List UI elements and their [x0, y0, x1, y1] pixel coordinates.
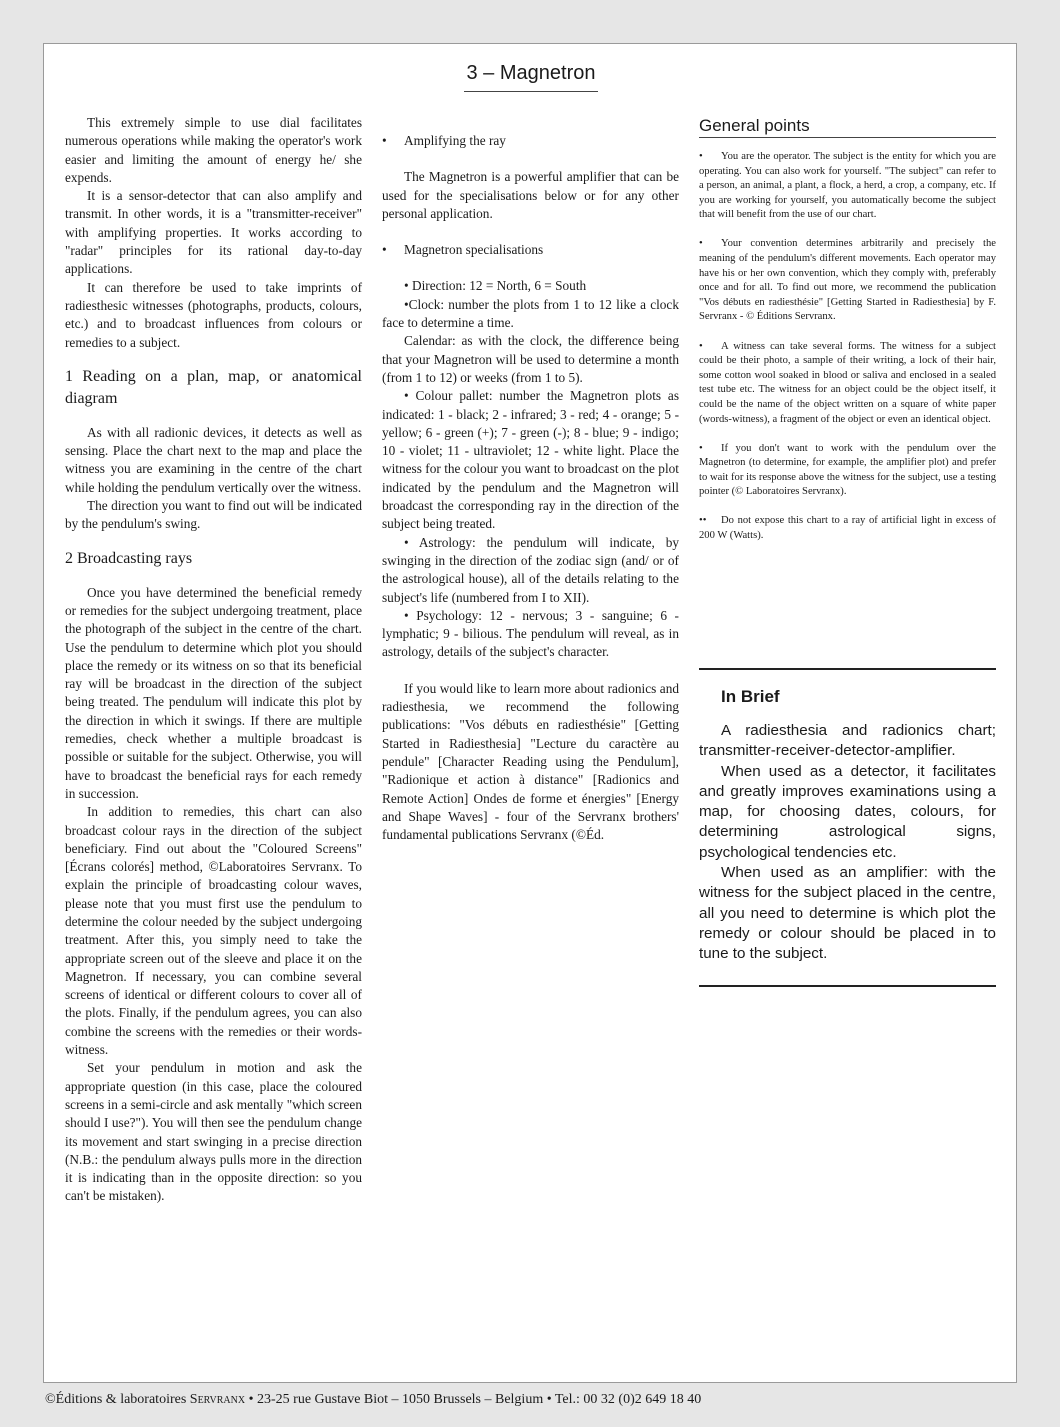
- list-item-text: Do not expose this chart to a ray of artificial light in excess of 200 W (Watts).: [699, 515, 996, 542]
- in-brief-paragraph: A radiesthesia and radionics chart; transmitter-receiver-detector-amplifier.: [699, 722, 996, 760]
- list-item-text: Your convention determines arbitrarily and precisely the meaning of the pendulum's different movements. Each operator may have his or her own convention, which they comply with, preferably once and for all. To find out more, we recommend the publication "Vos débuts en radiesthésie" [Getting Started in Radiesthesia] by F. Servranx - © Éditions Servranx.: [699, 238, 996, 323]
- bullet-icon: •: [699, 238, 703, 250]
- list-item-text: A witness can take several forms. The witness for a subject could be their photo, a sample of their writing, a lock of their hair, some cotton wool soaked in blood or saliva and enclosed in a sealed test tube etc. The witness for an object could be the object itself, it could be the name of the object written on a square of white paper (words-witness), a fragment of the object or even an identical object.: [699, 340, 996, 425]
- section-heading-broadcasting: 2 Broadcasting rays: [65, 549, 193, 567]
- page-title: 3 – Magnetron: [464, 62, 598, 92]
- list-item-text: If you don't want to work with the pendulum over the Magnetron (to determine, for example, the amplifier plot) and prefer to wait for its response above the witness for the subject, use a testing pointer (© Laboratoires Servranx).: [699, 442, 996, 498]
- amplifier-paragraph: The Magnetron is a powerful amplifier that can be used for the specialisations below or for any other personal application.: [382, 169, 679, 221]
- in-brief-paragraph: When used as a detector, it facilitates and greatly improves examinations using a map, for choosing dates, colours, for determining astrological signs, psychological tendencies etc.: [699, 762, 996, 861]
- specialisation-psychology: • Psychology: 12 - nervous; 3 - sanguine; 6 - lymphatic; 9 - bilious. The pendulum will reveal, as in astrology, details of the subject's character.: [382, 607, 679, 660]
- intro-paragraph: It is a sensor-detector that can also amplify and transmit. In other words, it is a "transmitter-receiver" with amplifying properties. It works according to "radar" principles for its rational day-to-day applications.: [65, 188, 362, 277]
- in-brief-paragraph: When used as an amplifier: with the witness for the subject placed in the centre, all you need to determine is which plot the remedy or colour should be placed in to tune to the subject.: [699, 864, 996, 963]
- bullet-text: Amplifying the ray: [404, 133, 506, 148]
- bullet-icon: •: [699, 340, 703, 352]
- list-item: [699, 514, 996, 543]
- bullet-icon: •: [699, 151, 703, 162]
- list-item: [699, 237, 996, 325]
- specialisation-calendar: Calendar: as with the clock, the difference being that your Magnetron will be used to determine a month (from 1 to 12) or weeks (from 1 to 5).: [382, 333, 679, 385]
- learn-more-paragraph: If you would like to learn more about radionics and radiesthesia, we recommend the following publications: "Vos débuts en radiesthésie" [Getting Started in Radiesthesia] "Lecture du caractère au pendule" [Character Reading using the Pendulum], "Radionique et action à distance" [Radionics and Remote Action] Ondes de forme et énergies" [Energy and Shape Waves] - four of the Servranx brothers' fundamental publications Servranx (©Éd.: [382, 680, 679, 843]
- footer-copyright: ©Éditions & laboratoires: [45, 1392, 187, 1407]
- list-item: [699, 442, 996, 500]
- list-item: [699, 150, 996, 223]
- list-item: [699, 340, 996, 428]
- intro-paragraph: It can therefore be used to take imprints of radiesthesic witnesses (photographs, products, colours, etc.) and to broadcast influences from colours or remedies to a subject.: [65, 279, 362, 350]
- specialisation-direction: • Direction: 12 = North, 6 = South: [404, 278, 587, 294]
- section-heading-reading: 1 Reading on a plan, map, or anatomical diagram: [65, 367, 362, 407]
- in-brief-bottom-rule: [699, 985, 996, 987]
- section-paragraph: Set your pendulum in motion and ask the appropriate question (in this case, place the coloured screens in a semi-circle and ask mentally "which screen should I use?"). You will then see the pendulum change its movement and start swinging in a precise direction (N.B.: the pendulum always pulls more in the direction it is indicating than in the opposite direction: so you can't be mistaken).: [65, 1060, 362, 1204]
- section-paragraph: Once you have determined the beneficial remedy or remedies for the subject undergoing treatment, place the photograph of the subject in the centre of the chart. Use the pendulum to determine which plot you should place the remedy or its witness on so that its beneficial ray will be broadcast in the direction of the subject being treated. The pendulum will indicate this plot by the direction in which it swings. If there are multiple remedies, check whether a multiple broadcast is possible or suitable for the subject. Otherwise, you will have to broadcast the beneficial rays for each remedy in succession.: [65, 584, 362, 801]
- section-paragraph: As with all radionic devices, it detects as well as sensing. Place the chart next to the map and place the witness you are examining in the centre of the chart while holding the pendulum vertically over the witness.: [65, 424, 362, 495]
- in-brief-heading: In Brief: [721, 687, 780, 706]
- general-points-heading: General points: [699, 116, 996, 138]
- column-right: [699, 116, 996, 558]
- footer-address: • 23-25 rue Gustave Biot – 1050 Brussels – Belgium • Tel.: 00 32 (0)2 649 18 40: [248, 1392, 702, 1407]
- in-brief-box: [699, 668, 996, 987]
- footer-brand: Servranx: [189, 1392, 246, 1407]
- bullet-item: [382, 132, 679, 150]
- bullet-icon: •: [699, 442, 703, 454]
- specialisation-astrology: • Astrology: the pendulum will indicate, by swinging in the direction of the zodiac sign (and/ or of the astrological house), all of the details relating to the subject's life (numbered from I to XII).: [382, 534, 679, 605]
- list-item-text: You are the operator. The subject is the entity for which you are operating. You can also work for yourself. "The subject" can refer to a person, an animal, a plant, a flock, a herd, a crop, a company, etc. If you are working for yourself, you automatically become the subject that will benefit from the use of our chart.: [699, 151, 996, 221]
- section-paragraph: In addition to remedies, this chart can also broadcast colour rays in the direction of the subject beneficiary. Find out about the "Coloured Screens" [Écrans colorés] method, ©Laboratoires Servranx. To explain the principle of broadcasting colour waves, please note that you must first use the pendulum to determine the colour needed by the subject undergoing treatment. After this, you simply need to take the appropriate screen out of the sleeve and place it on the Magnetron. If necessary, you can combine several screens of identical or different colours to cover all of the plots. Finally, if the pendulum agrees, you can also combine the screens with the remedies or their words-witness.: [65, 804, 362, 1058]
- bullet-item: [382, 241, 679, 259]
- in-brief-text: [699, 721, 996, 965]
- intro-paragraph: This extremely simple to use dial facilitates numerous operations while making the operator's work easier and limiting the amount of energy he/ she expends.: [65, 115, 362, 185]
- bullet-icon: •: [382, 242, 387, 258]
- page-footer: [45, 1392, 701, 1408]
- bullet-icon: ••: [699, 515, 707, 527]
- column-middle: [382, 132, 679, 844]
- general-points-list: [699, 150, 996, 544]
- column-left: [65, 114, 362, 1206]
- document-page: [43, 43, 1017, 1383]
- specialisation-clock: •Clock: number the plots from 1 to 12 like a clock face to determine a time.: [382, 296, 679, 331]
- section-paragraph: The direction you want to find out will be indicated by the pendulum's swing.: [65, 498, 362, 532]
- bullet-icon: •: [382, 133, 387, 148]
- specialisation-colour: • Colour pallet: number the Magnetron plots as indicated: 1 - black; 2 - infrared; 3 - red; 4 - orange; 5 - yellow; 6 - green (+); 7 - green (-); 8 - blue; 9 - indigo; 10 - violet; 11 - ultraviolet; 12 - white light. Place the witness for the colour you want to broadcast on the plot indicated by the pendulum and the Magnetron will broadcast the corresponding ray in the direction of the subject being treated.: [382, 388, 679, 532]
- bullet-text: Magnetron specialisations: [404, 242, 544, 258]
